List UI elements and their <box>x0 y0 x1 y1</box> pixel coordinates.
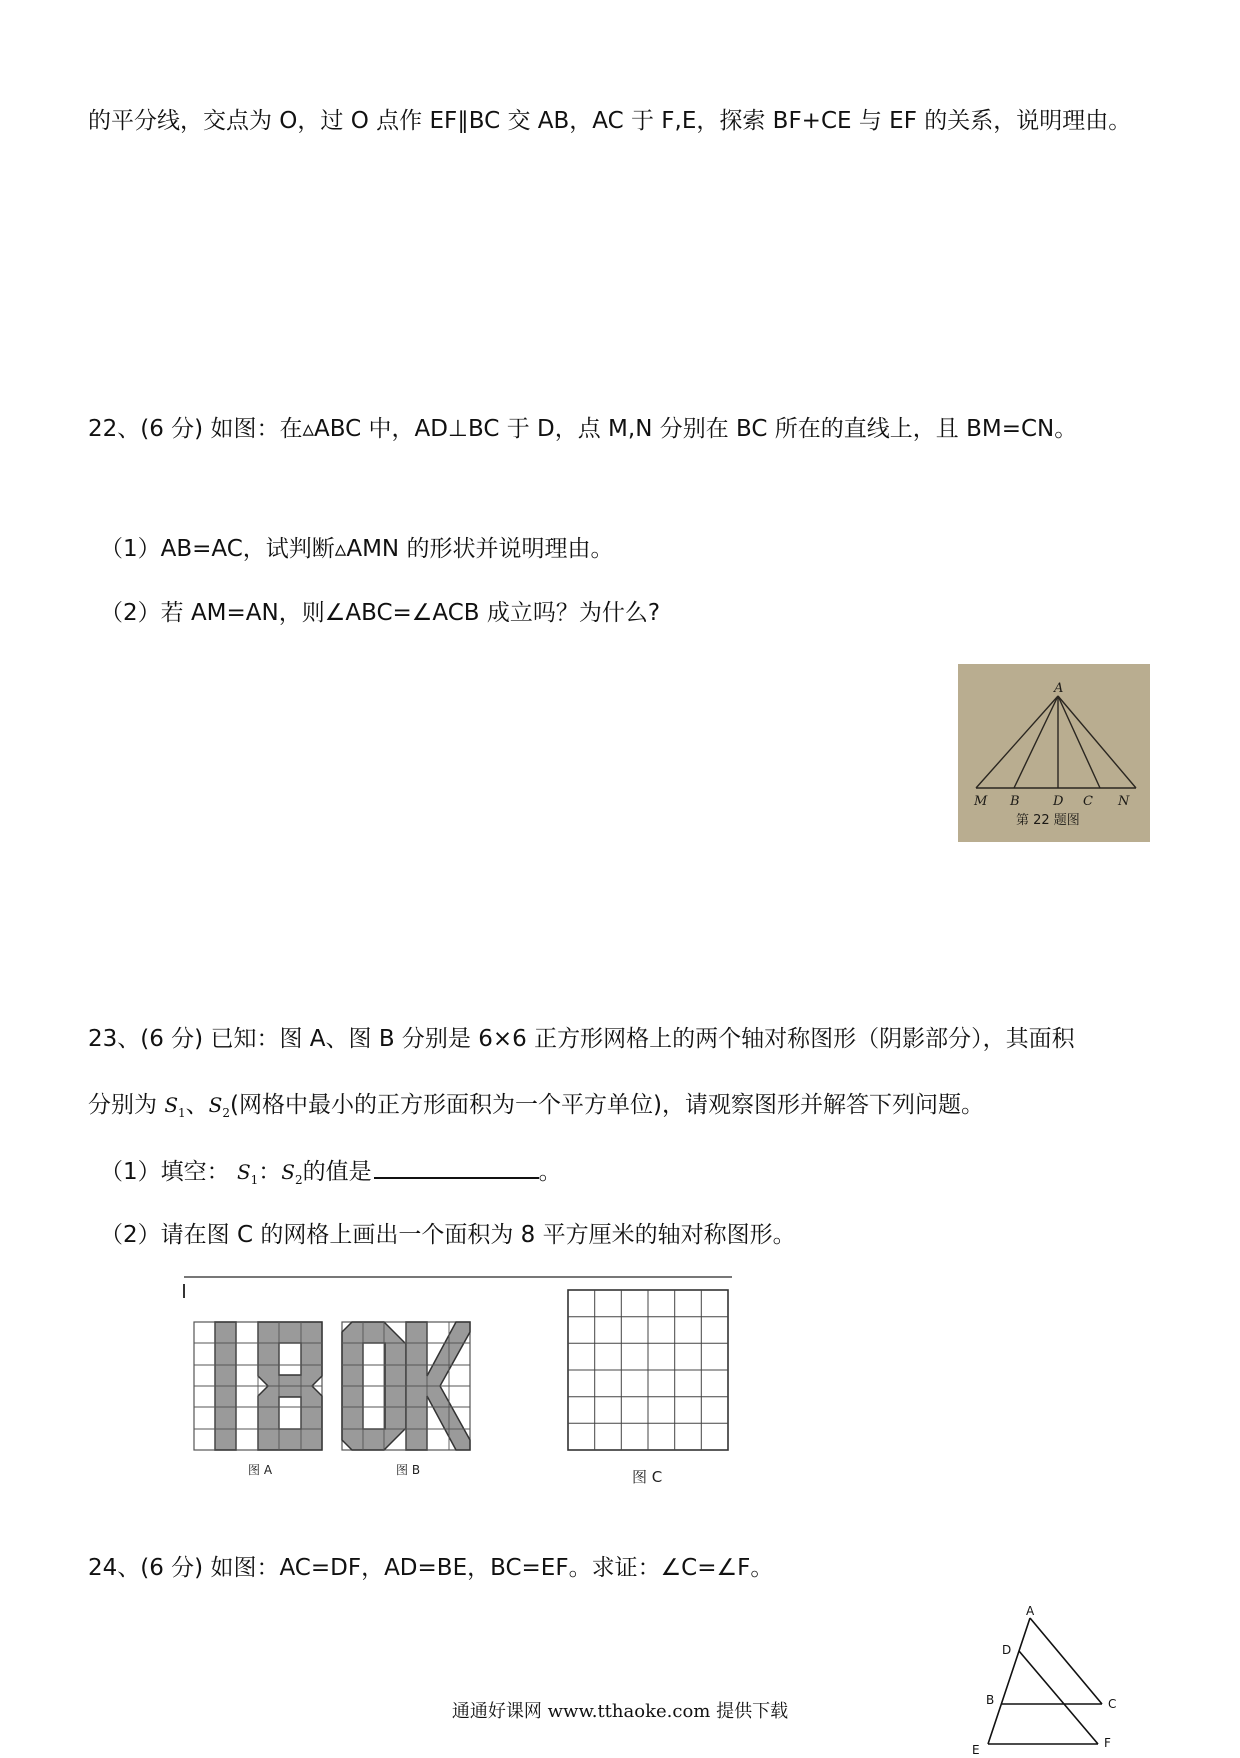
q23-empty-grid[interactable] <box>566 1288 732 1488</box>
q23-part1-end: 。 <box>538 1159 562 1185</box>
label-A: A <box>1026 1604 1035 1618</box>
q23-part1-text: 的值是 <box>302 1159 372 1185</box>
q23-part1 <box>100 1155 562 1195</box>
label-C: C <box>1083 794 1093 809</box>
separator: 、 <box>185 1092 209 1118</box>
caption-b: 图 B <box>396 1463 421 1477</box>
ratio-colon: ： <box>258 1159 282 1185</box>
q24-triangle-diagram <box>960 1604 1130 1757</box>
q22-part2: （2）若 AM=AN，则∠ABC=∠ACB 成立吗？为什么? <box>100 600 661 626</box>
label-B: B <box>1010 794 1020 809</box>
label-F: F <box>1104 1736 1111 1750</box>
q22-stem: 22、(6 分) 如图：在▵ABC 中，AD⊥BC 于 D，点 M,N 分别在 BC 所在的直线上，且 BM=CN。 <box>88 416 1078 442</box>
label-M: M <box>974 794 988 809</box>
q23-part1-prefix: （1）填空： <box>100 1159 230 1185</box>
answer-blank[interactable] <box>374 1155 539 1179</box>
label-A: A <box>1054 681 1064 696</box>
label-D: D <box>1002 1643 1012 1657</box>
q21-continuation-text: 的平分线，交点为 O，过 O 点作 EF∥BC 交 AB，AC 于 F,E，探索 BF+CE 与 EF 的关系，说明理由。 <box>88 108 1132 134</box>
q22-figure-photo <box>958 664 1150 842</box>
q22-figure-caption: 第 22 题图 <box>1016 813 1080 828</box>
q23-stem-line2 <box>88 1090 984 1128</box>
q23-stem-line2-a: 分别为 <box>88 1092 157 1118</box>
q23-part2: （2）请在图 C 的网格上画出一个面积为 8 平方厘米的轴对称图形。 <box>100 1222 796 1248</box>
s2-symbol: $S_2$ <box>208 1093 230 1120</box>
caption-c: 图 C <box>632 1468 663 1486</box>
label-D: D <box>1053 794 1064 809</box>
q22-triangle-diagram <box>958 664 1150 842</box>
s2-symbol: $S_2$ <box>281 1160 303 1187</box>
label-N: N <box>1118 794 1130 809</box>
q24-stem: 24、(6 分) 如图：AC=DF，AD=BE，BC=EF。求证：∠C=∠F。 <box>88 1555 774 1581</box>
label-E: E <box>972 1743 980 1757</box>
q23-stem-line1: 23、(6 分) 已知：图 A、图 B 分别是 6×6 正方形网格上的两个轴对称图形（阴影部分），其面积 <box>88 1026 1075 1052</box>
caption-a: 图 A <box>248 1463 273 1477</box>
label-B: B <box>986 1693 995 1707</box>
q23-stem-line2-b: (网格中最小的正方形面积为一个平方单位)，请观察图形并解答下列问题。 <box>230 1092 984 1118</box>
figure-a <box>194 1322 322 1477</box>
figure-c[interactable] <box>566 1288 732 1488</box>
q24-figure <box>960 1604 1130 1757</box>
footer-source: 通通好课网 www.tthaoke.com 提供下载 <box>451 1701 789 1722</box>
s1-symbol: $S_1$ <box>164 1093 186 1120</box>
figure-b <box>342 1322 470 1477</box>
q22-part1: （1）AB=AC，试判断▵AMN 的形状并说明理由。 <box>100 536 614 562</box>
label-C: C <box>1108 1697 1117 1711</box>
s1-symbol: $S_1$ <box>236 1160 259 1187</box>
